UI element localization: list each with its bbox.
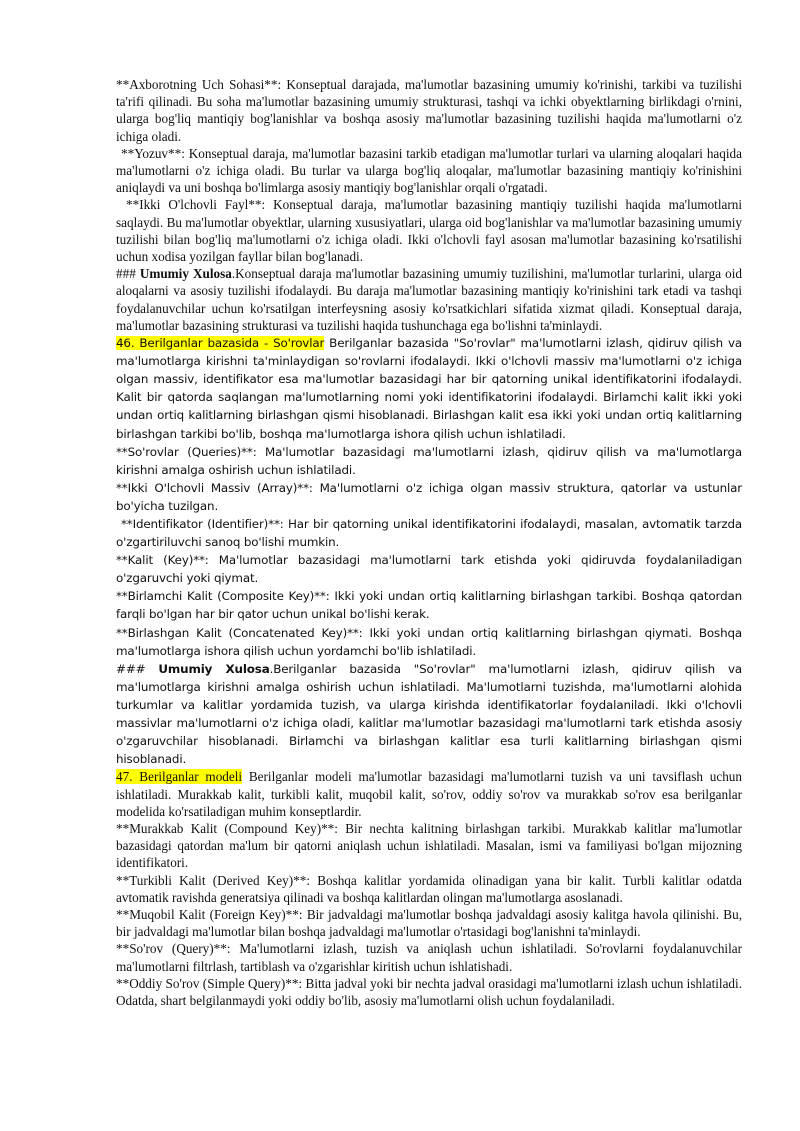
paragraph-umumiy-xulosa-1 <box>116 265 742 334</box>
list-item-identifikator: **Identifikator (Identifier)**: Har bir qatorning unikal identifikatorini ifodalaydi, masalan, avtomatik tarzda o'zgartiriluvchi sanoq bo'lishi mumkin. <box>116 516 742 550</box>
section-47-text: Berilganlar modeli ma'lumotlar bazasidagi ma'lumotlarni tuzish va uni tavsiflash uchun ishlatiladi. Murakkab kalit, turkibli kalit, muqobil kalit, so'rov, oddiy so'rov va murakkab so'rov esa berilganlar modelida ko'rsatiladigan muhim konseptlardir. <box>116 769 742 819</box>
list-item-birlashgan-kalit: **Birlashgan Kalit (Concatenated Key)**: Ikki yoki undan ortiq kalitlarning birlashgan qiymati. Boshqa ma'lumotlarga ishora qilish uchun yordamchi bo'lib ishlatiladi. <box>116 625 742 658</box>
summary-title: Umumiy Xulosa <box>139 266 232 282</box>
list-item-sorovlar: **So'rovlar (Queries)**: Ma'lumotlar bazasidagi ma'lumotlarni izlash, qidiruv qilish va ma'lumotlarga kirishni amalga oshirish uchun ishlatiladi. <box>116 444 742 477</box>
paragraph-axborotning-uch-sohasi: **Axborotning Uch Sohasi**: Konseptual darajada, ma'lumotlar bazasining umumiy ko'rinishi, tarkibi va tuzilishi ta'rifi qilinadi. Bu soha ma'lumotlar bazasining umumiy strukturasi, tashqi va ichki obyektlarning birlikdagi o'rnini, ularga bog'liq mantiqiy bog'lanishlar va boshqa asosiy ma'lumotlar bazasining tuzilishi haqida ma'lumotlarni o'z ichiga oladi. <box>116 77 742 144</box>
list-item-kalit: **Kalit (Key)**: Ma'lumotlar bazasidagi ma'lumotlarni tark etishda yoki qidiruvda foydalaniladigan o'zgaruvchi yoki qiymat. <box>116 553 742 586</box>
heading-marker: ### <box>116 661 159 676</box>
summary-text: .Konseptual daraja ma'lumotlar bazasining umumiy tuzilishini, ma'lumotlar turlarini, ularga oid aloqalarni va asosiy tuzilishi ifodalaydi. Bu daraja ma'lumotlar bazasining mantiqiy ko'rinishini tark etadi va tashqi foydalanuvchilar uchun ko'rsatilgan interfeysning asosiy ko'rsatkichlari sifatida xizmat qiladi. Konseptual daraja, ma'lumotlar bazasining strukturasi va tuzilishi haqida tushunchaga ega bo'lishni ta'minlaydi. <box>116 266 742 333</box>
list-item-muqobil-kalit: **Muqobil Kalit (Foreign Key)**: Bir jadvaldagi ma'lumotlar boshqa jadvaldagi asosiy kalitga havola qilinishi. Bu, bir jadvaldagi ma'lumotlar bilan boshqa jadvaldagi ma'lumotlar o'rtasidagi bog'lanishni ta'minlaydi. <box>116 906 742 940</box>
section-47-heading: 47. Berilganlar modeli <box>116 769 243 785</box>
section-46-text: Berilganlar bazasida "So'rovlar" ma'lumotlarni izlash, qidiruv qilish va ma'lumotlarga kirishni ta'minlaydigan so'rovlarni ifodalaydi. Ikki o'lchovli massiv ma'lumotlarni o'z ichiga olgan massiv, identifikator esa ma'lumotlar bazasidagi har bir qatorning unikal identifikatorini ifodalaydi. Kalit bir qatorda saqlangan ma'lumotlarning nomi yoki identifikatorini ifodalaydi. Birlamchi kalit ikki yoki undan ortiq kalitlarning birlashgan qismi hisoblanadi. Birlashgan kalit esa ikki yoki undan ortiq kalitlarning birlashgan tarkibi bo'lib, boshqa ma'lumotlarga ishora qilish uchun ishlatiladi. <box>116 336 742 441</box>
paragraph-ikki-olchovli-fayl: **Ikki O'lchovli Fayl**: Konseptual daraja, ma'lumotlar bazasining mantiqiy tuzilishi haqida ma'lumotlarni saqlaydi. Bu ma'lumotlar obyektlar, ularning xususiyatlari, ularga oid bog'lanishlar va ma'lumotlar bazasining umumiy tuzilishi bilan bog'liq ma'lumotlarni o'z ichiga oladi. Ikki o'lchovli fayl asosan ma'lumotlar bazasining ko'rsatilishi uchun xodisa yozilgan fayllar bilan bog'lanadi. <box>116 197 742 265</box>
paragraph-umumiy-xulosa-2 <box>116 660 742 769</box>
list-item-sorov: **So'rov (Query)**: Ma'lumotlarni izlash, tuzish va aniqlash uchun ishlatiladi. So'rovlarni foydalanuvchilar ma'lumotlarni filtrlash, tartiblash va o'zgarishlar kiritish uchun ishlatishadi. <box>116 941 742 974</box>
section-46-intro <box>116 334 742 443</box>
paragraph-yozuv: **Yozuv**: Konseptual daraja, ma'lumotlar bazasini tarkib etadigan ma'lumotlar turlari va ularning aloqalari haqida ma'lumotlarni o'z ichiga oladi. Bu turlar va ularga bog'liq aloqalar, ma'lumotlar bazasining mantiqiy ko'rinishini aniqlaydi va uni boshqa bo'limlarga asosiy mantiqiy bog'lanishlar orqali o'rgatadi. <box>116 145 742 196</box>
list-item-murakkab-kalit: **Murakkab Kalit (Compound Key)**: Bir nechta kalitning birlashgan tarkibi. Murakkab kalitlar ma'lumotlar bazasidagi qatordan ma'lum bir qatorni aniqlash uchun ishlatiladi. Masalan, ismi va familiyasi bo'lgan mijozning identifikatori. <box>116 820 742 871</box>
list-item-ikki-olchovli-massiv: **Ikki O'lchovli Massiv (Array)**: Ma'lumotlarni o'z ichiga olgan massiv struktura, qatorlar va ustunlar bo'yicha tuzilgan. <box>116 480 742 513</box>
summary-title: Umumiy Xulosa <box>158 661 270 676</box>
document-page <box>116 76 742 1009</box>
list-item-oddiy-sorov: **Oddiy So'rov (Simple Query)**: Bitta jadval yoki bir nechta jadval orasidagi ma'lumotlarni izlash uchun ishlatiladi. Odatda, shart belgilanmaydi yoki oddiy bo'lib, asosiy ma'lumotlarni olish uchun foydalaniladi. <box>116 975 742 1008</box>
list-item-birlamchi-kalit: **Birlamchi Kalit (Composite Key)**: Ikki yoki undan ortiq kalitlarning birlashgan tarkibi. Boshqa qatordan farqli bo'lgan har bir qator uchun unikal bo'lishi kerak. <box>116 589 742 622</box>
heading-marker: ### <box>116 266 140 282</box>
list-item-turkibli-kalit: **Turkibli Kalit (Derived Key)**: Boshqa kalitlar yordamida olinadigan yana bir kalit. Turbli kalitlar odatda avtomatik ravishda generatsiya qilinadi va boshqa kalitlardan olingan ma'lumotlarga asoslanadi. <box>116 872 742 905</box>
summary-text: .Berilganlar bazasida "So'rovlar" ma'lumotlarni izlash, qidiruv qilish va ma'lumotlarga kirishni amalga oshirish uchun ishlatiladi. Ma'lumotlarni tuzishda, ma'lumotlarni alohida turkumlar va kalitlar yordamida tuzish, va ularga kirishda identifikatorlar foydalaniladi. Ikki o'lchovli massivlar ma'lumotlarni o'z ichiga oladi, kalitlar ma'lumotlar bazasidagi ma'lumotlarni tark etishda asosiy o'zgaruvchilar hisoblanadi. Birlamchi va birlashgan kalitlar esa turli kalitlarning birlashgan qismi hisoblanadi. <box>116 661 742 767</box>
section-46-heading: 46. Berilganlar bazasida - So'rovlar <box>116 336 325 351</box>
section-47-intro <box>116 768 742 820</box>
